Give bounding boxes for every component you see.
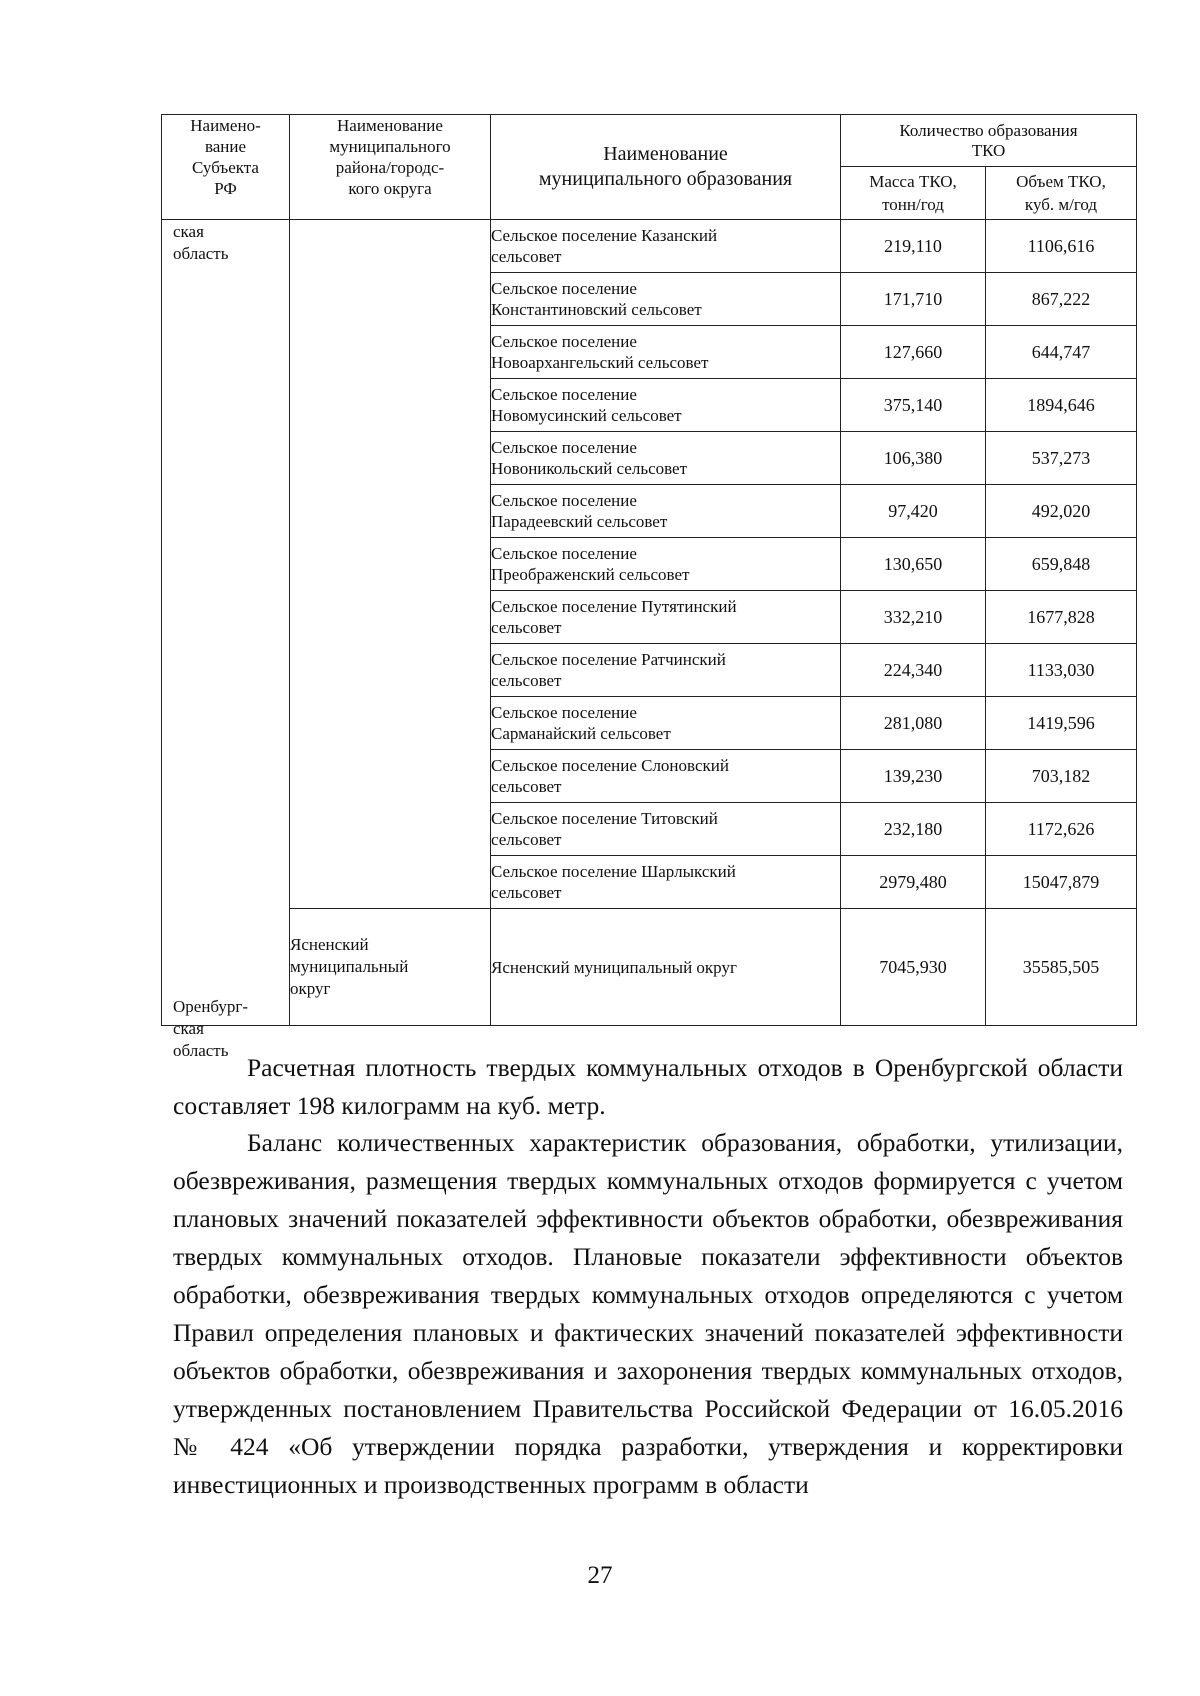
municipality-text: Сельское поселение Новоникольский сельсовет: [491, 438, 688, 478]
volume-cell: 15047,879: [986, 856, 1137, 909]
volume-cell: 1894,646: [986, 379, 1137, 432]
mass-cell: 7045,930: [841, 909, 986, 1026]
district-cell: [290, 909, 491, 1026]
municipality-text: Сельское поселение Путятинский сельсовет: [491, 597, 737, 637]
table-row: [162, 220, 1137, 273]
volume-cell: 35585,505: [986, 909, 1137, 1026]
municipality-cell: [491, 220, 841, 273]
municipality-cell: [491, 856, 841, 909]
tko-table-body: [162, 220, 1137, 1060]
header-municipality: [491, 115, 841, 220]
mass-cell: 332,210: [841, 591, 986, 644]
municipality-cell: [491, 591, 841, 644]
tko-table: [161, 114, 1137, 1060]
mass-cell: 106,380: [841, 432, 986, 485]
subject-top-text: ская область: [173, 222, 229, 263]
municipality-text: Сельское поселение Титовский сельсовет: [491, 809, 718, 849]
municipality-text: Сельское поселение Константиновский сельсовет: [491, 279, 702, 319]
subject-cell: [162, 220, 290, 1060]
subject-bottom-text: Оренбург- ская область: [173, 997, 249, 1060]
municipality-text: Сельское поселение Новоархангельский сельсовет: [491, 332, 709, 372]
header-volume-text: Объем ТКО, куб. м/год: [1016, 172, 1106, 214]
header-quantity: [841, 115, 1137, 167]
municipality-text: Сельское поселение Преображенский сельсовет: [491, 544, 690, 584]
header-mass: [841, 167, 986, 220]
mass-cell: 219,110: [841, 220, 986, 273]
mass-cell: 130,650: [841, 538, 986, 591]
municipality-cell: [491, 750, 841, 803]
municipality-cell: [491, 538, 841, 591]
table-row-last: [162, 909, 1137, 1026]
volume-cell: 1419,596: [986, 697, 1137, 750]
mass-cell: 139,230: [841, 750, 986, 803]
municipality-cell: [491, 326, 841, 379]
mass-cell: 281,080: [841, 697, 986, 750]
municipality-text: Сельское поселение Парадеевский сельсовет: [491, 491, 668, 531]
mass-cell: 232,180: [841, 803, 986, 856]
volume-cell: 1106,616: [986, 220, 1137, 273]
mass-cell: 127,660: [841, 326, 986, 379]
volume-cell: 492,020: [986, 485, 1137, 538]
municipality-text: Сельское поселение Слоновский сельсовет: [491, 756, 729, 796]
municipality-text: Сельское поселение Ратчинский сельсовет: [491, 650, 726, 690]
header-subject-text: Наимено- вание Субъекта РФ: [190, 116, 261, 198]
district-cell-empty: [290, 220, 491, 909]
mass-cell: 375,140: [841, 379, 986, 432]
page-number: 27: [587, 1562, 613, 1589]
municipality-text: Сельское поселение Сарманайский сельсовет: [491, 703, 671, 743]
mass-cell: 97,420: [841, 485, 986, 538]
paragraph-density: Расчетная плотность твердых коммунальных отходов в Оренбургской области составляет 198 килограмм на куб. метр.: [173, 1053, 1123, 1120]
municipality-text: Сельское поселение Шарлыкский сельсовет: [491, 862, 736, 902]
municipality-cell: [491, 273, 841, 326]
header-subject: [162, 115, 290, 220]
volume-cell: 659,848: [986, 538, 1137, 591]
volume-cell: 1677,828: [986, 591, 1137, 644]
municipality-cell: [491, 379, 841, 432]
municipality-cell: Ясненский муниципальный округ: [491, 909, 841, 1026]
volume-cell: 537,273: [986, 432, 1137, 485]
mass-cell: 2979,480: [841, 856, 986, 909]
municipality-cell: [491, 644, 841, 697]
municipality-cell: [491, 803, 841, 856]
volume-cell: 1133,030: [986, 644, 1137, 697]
municipality-cell: [491, 697, 841, 750]
paragraph-balance: Баланс количественных характеристик образования, обработки, утилизации, обезвреживания, размещения твердых коммунальных отходов формируется с учетом плановых значений показателей эффективности объектов обработки, обезвреживания твердых коммунальных отходов. Плановые показатели эффективности объектов обработки, обезвреживания твердых коммунальных отходов определяются с учетом Правил определения плановых и фактических значений показателей эффективности объектов обработки, обезвреживания и захоронения твердых коммунальных отходов, утвержденных постановлением Правительства Российской Федерации от 16.05.2016 № 424 «Об утверждении порядка разработки, утверждения и корректировки инвестиционных и производственных программ в области: [173, 1128, 1123, 1499]
volume-cell: 703,182: [986, 750, 1137, 803]
mass-cell: 171,710: [841, 273, 986, 326]
volume-cell: 867,222: [986, 273, 1137, 326]
municipality-text: Сельское поселение Новомусинский сельсовет: [491, 385, 682, 425]
municipality-cell: [491, 432, 841, 485]
header-municipality-text: Наименование муниципального образования: [538, 143, 793, 190]
header-volume: [986, 167, 1137, 220]
mass-cell: 224,340: [841, 644, 986, 697]
district-text: Ясненский муниципальный округ: [290, 935, 409, 998]
municipality-cell: [491, 485, 841, 538]
header-district: [290, 115, 491, 220]
header-quantity-text: Количество образования ТКО: [899, 120, 1078, 160]
header-district-text: Наименование муниципального района/городс- кого округа: [329, 116, 451, 198]
municipality-text: Сельское поселение Казанский сельсовет: [491, 226, 718, 266]
volume-cell: 1172,626: [986, 803, 1137, 856]
header-mass-text: Масса ТКО, тонн/год: [869, 172, 957, 214]
volume-cell: 644,747: [986, 326, 1137, 379]
